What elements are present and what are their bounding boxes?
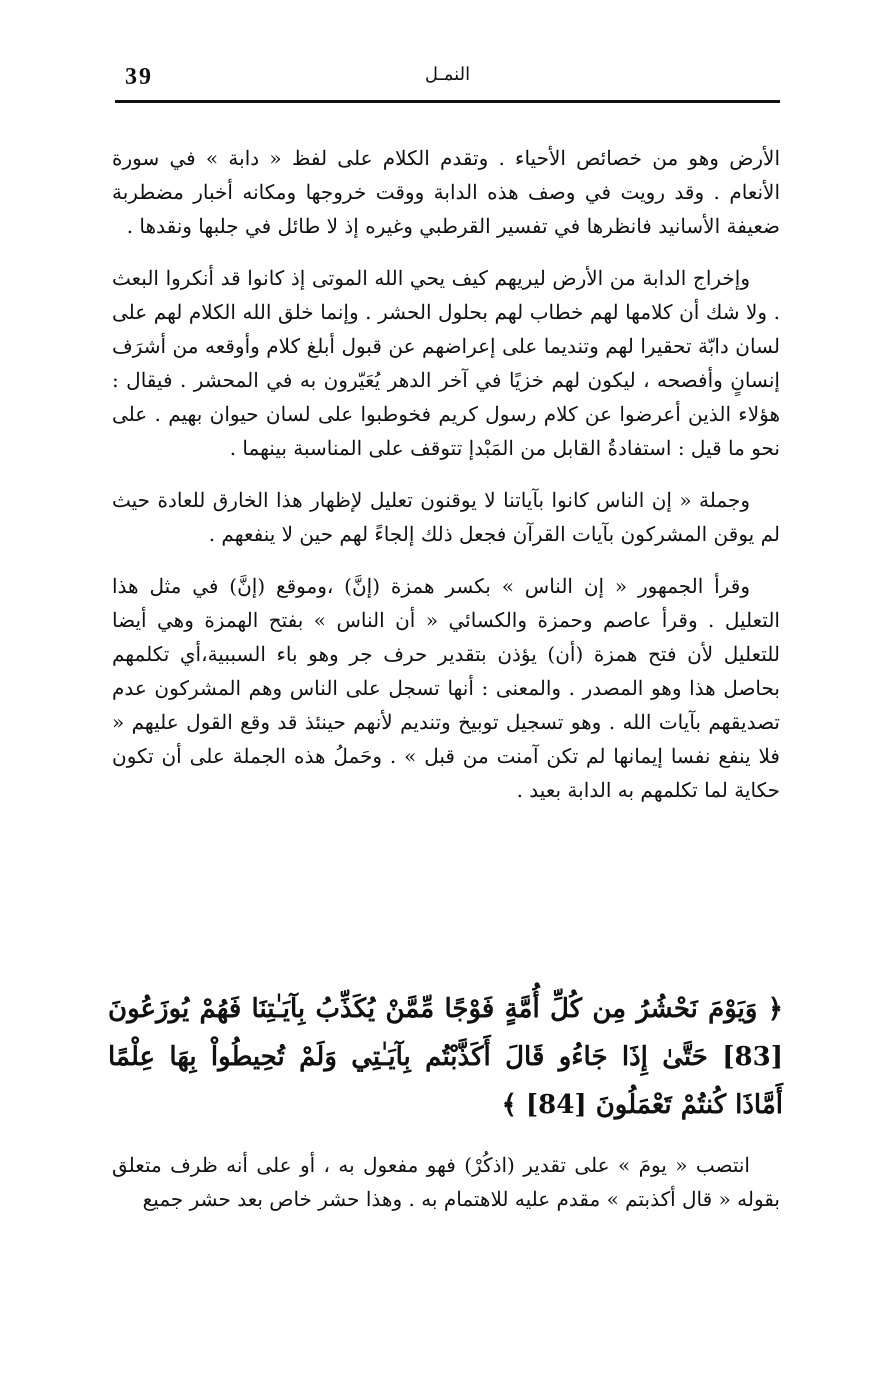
- lower-text: [112, 1148, 780, 1216]
- paragraph-5: انتصب « يومَ » على تقدير (اذكُرْ) فهو مفعول به ، أو على أنه ظرف متعلق بقوله « قال أكذبتم » مقدم عليه للاهتمام به . وهذا حشر خاص بعد حشر جميع: [112, 1153, 780, 1211]
- page-number: 39: [125, 64, 153, 90]
- body-text: [112, 141, 780, 825]
- paragraph-3: وجملة « إن الناس كانوا بآياتنا لا يوقنون تعليل لإظهار هذا الخارق للعادة حيث لم يوقن المشركون بآيات القرآن فجعل ذلك إلجاءً لهم حين لا ينفعهم .: [112, 488, 780, 546]
- paragraph-2: وإخراج الدابة من الأرض ليريهم كيف يحي الله الموتى إذ كانوا قد أنكروا البعث . ولا شك أن كلامها لهم خطاب لهم بحلول الحشر . وإنما خلق الله الكلام لهم على لسان دابّة تحقيرا لهم وتنديما على إعراضهم عن قبول أبلغ كلام وأوقعه من أشرَف إنسانٍ وأفصحه ، ليكون لهم خزيًا في آخر الدهر يُعَيّرون به في المحشر . فيقال : هؤلاء الذين أعرضوا عن كلام رسول كريم فخوطبوا على لسان حيوان بهيم . على نحو ما قيل : استفادةُ القابل من المَبْدإ تتوقف على المناسبة بينهما .: [112, 266, 780, 460]
- header-rule: [115, 100, 780, 103]
- running-title: النمـل: [424, 64, 471, 85]
- page-header: [115, 58, 780, 98]
- paragraph-4: وقرأ الجمهور « إن الناس » بكسر همزة (إنَّ) ،وموقع (إنَّ) في مثل هذا التعليل . وقرأ عاصم وحمزة والكسائي « أن الناس » بفتح الهمزة وهي أيضا للتعليل لأن فتح همزة (أن) يؤذن بتقدير حرف جر وهو باء السببية،أي تكلمهم بحاصل هذا وهو المصدر . والمعنى : أنها تسجل على الناس وهم المشركون عدم تصديقهم بآيات الله . وهو تسجيل توبيخ وتنديم لأنهم حينئذ قد وقع القول عليهم « فلا ينفع نفسا إيمانها لم تكن آمنت من قبل » . وحَملُ هذه الجملة على أن تكون حكاية لما تكلمهم به الدابة بعيد .: [112, 574, 781, 802]
- quran-verse: ﴿ وَيَوْمَ نَحْشُرُ مِن كُلِّ أُمَّةٍ فَوْجًا مِّمَّنْ يُكَذِّبُ بِآيَـٰتِنَا فَهُمْ يُوزَعُونَ [83] حَتَّىٰ إِذَا جَاءُو قَالَ أَكَذَّبْتُم بِآيَـٰتِي وَلَمْ تُحِيطُواْ بِهَا عِلْمًا أَمَّاذَا كُنتُمْ تَعْمَلُونَ [84] ﴾: [108, 994, 783, 1120]
- paragraph-1: الأرض وهو من خصائص الأحياء . وتقدم الكلام على لفظ « دابة » في سورة الأنعام . وقد رويت في وصف هذه الدابة ووقت خروجها ومكانه أخبار مضطربة ضعيفة الأسانيد فانظرها في تفسير القرطبي وغيره إذ لا طائل في جلبها ونقدها .: [112, 146, 780, 238]
